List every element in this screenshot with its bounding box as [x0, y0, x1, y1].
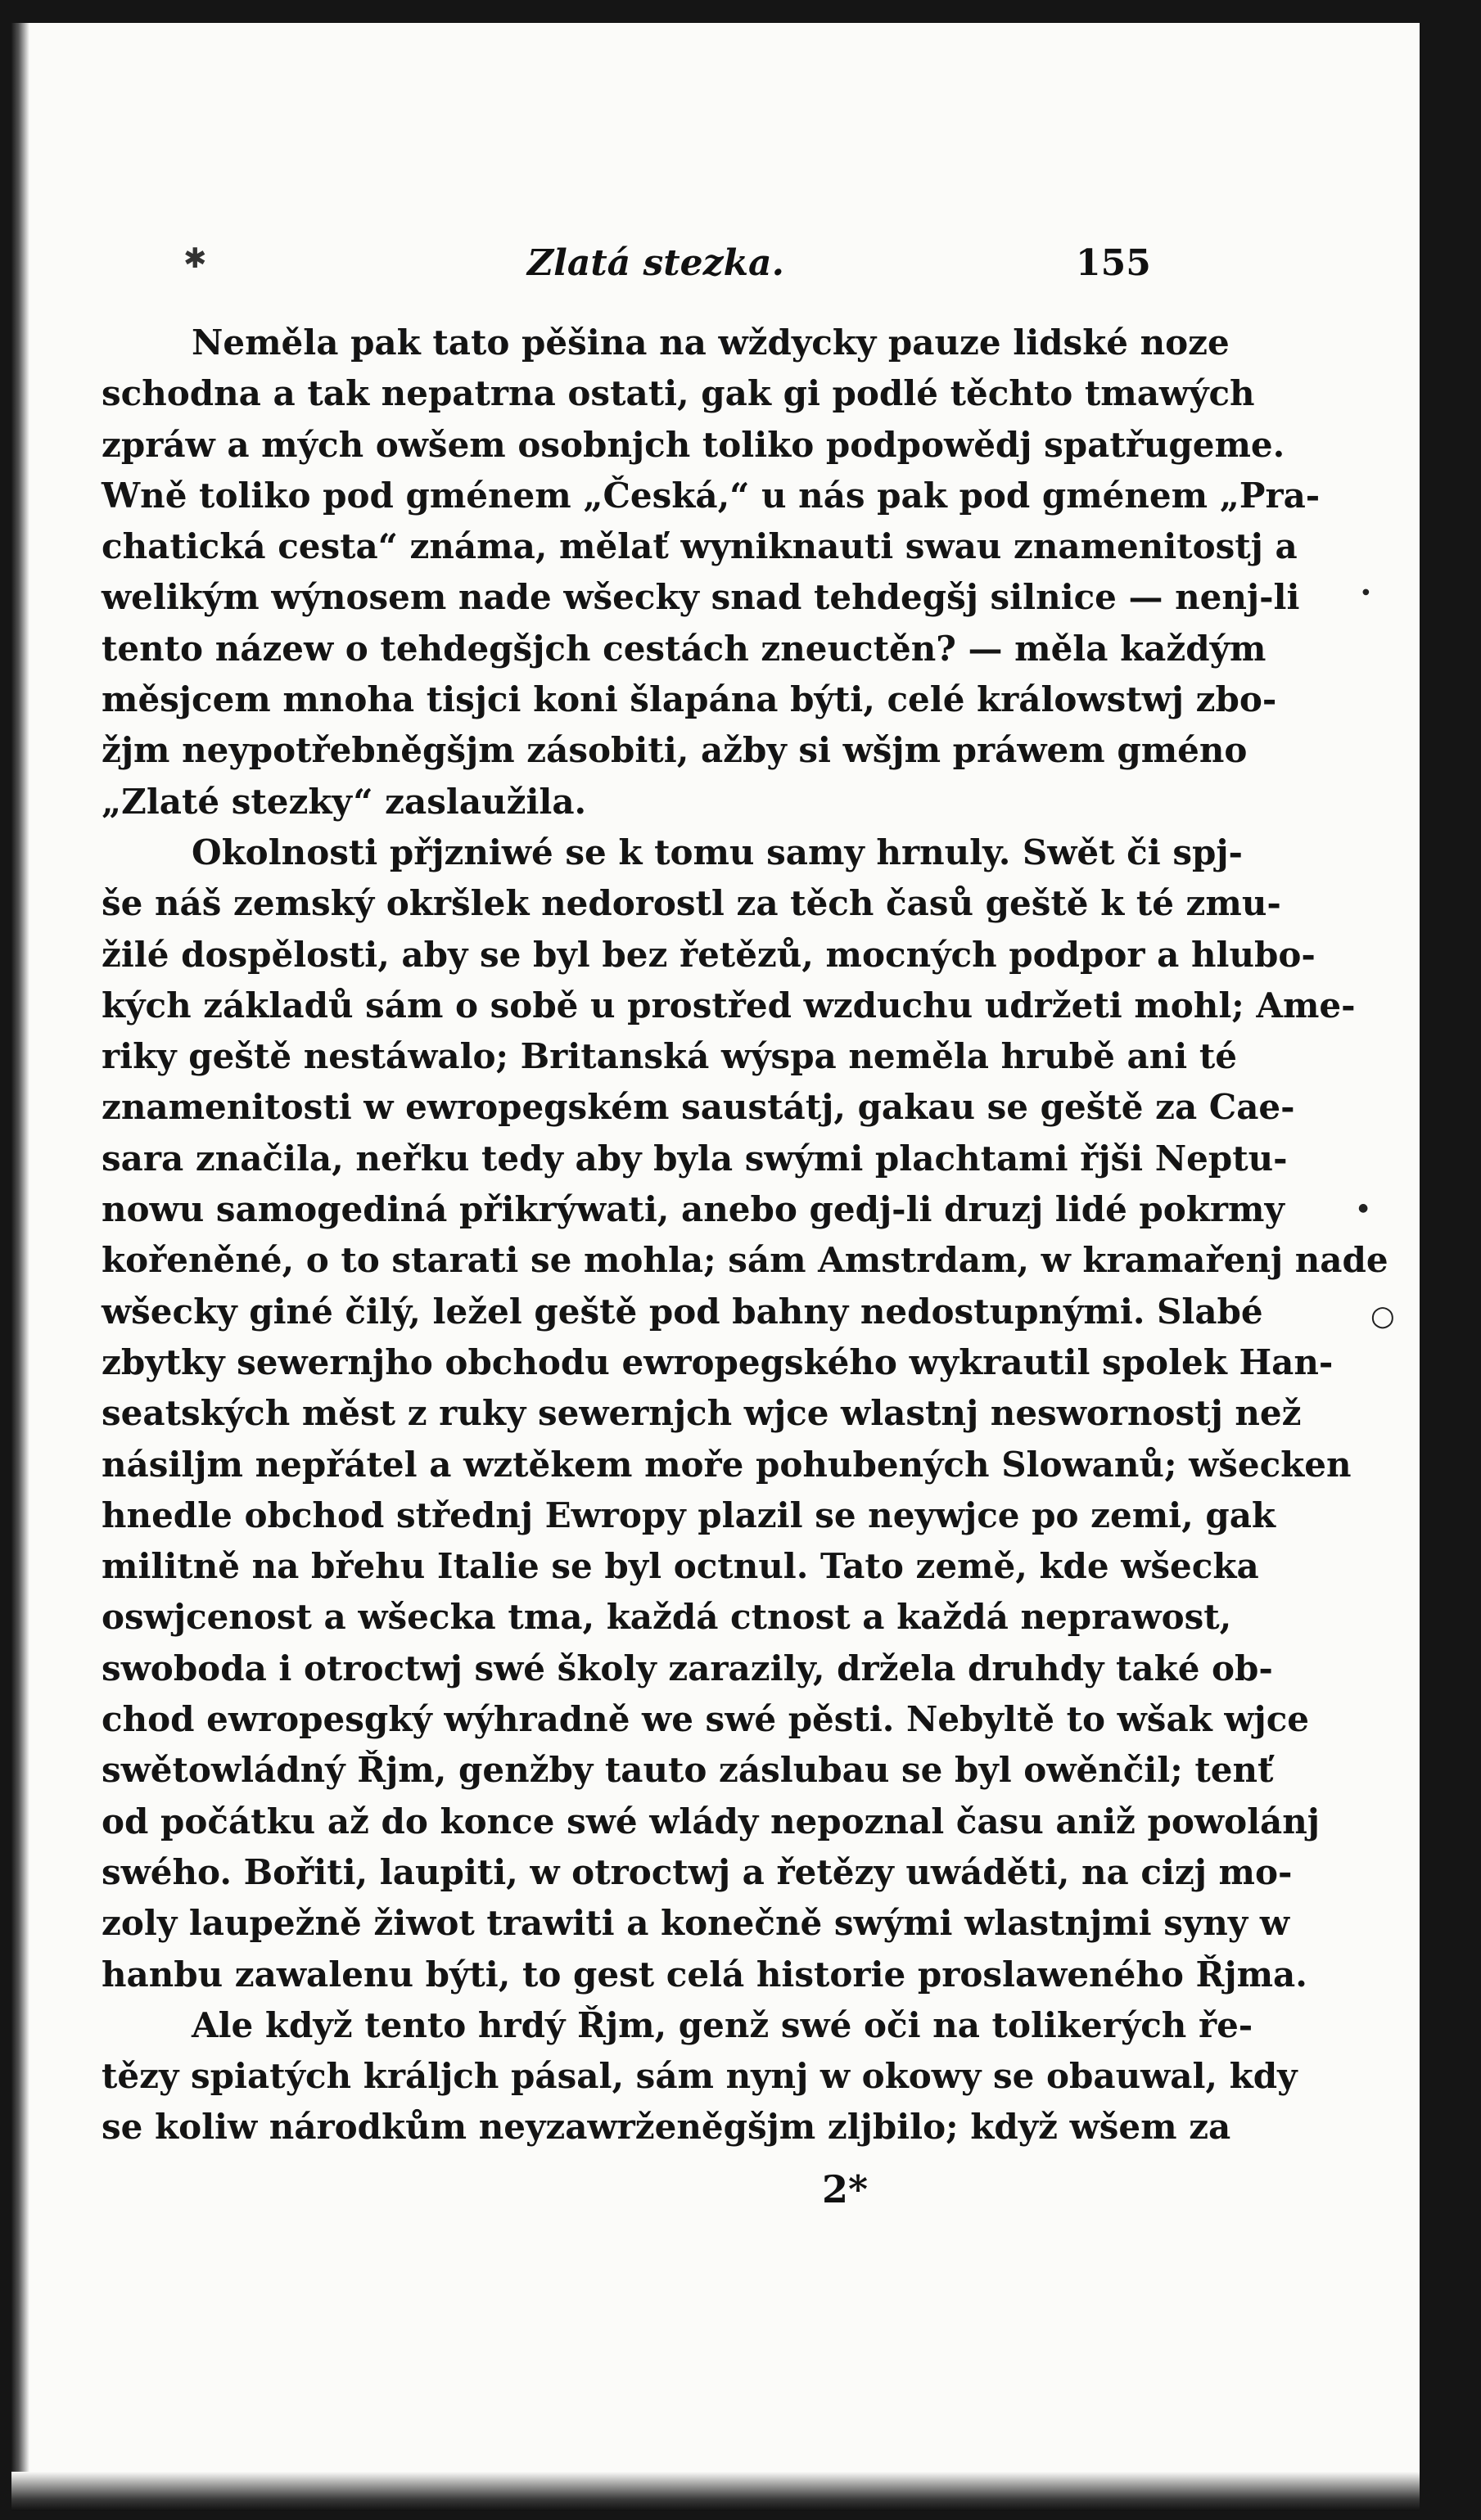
text-line: kořeněné, o to starati se mohla; sám Amstrdam, w kramařenj nade — [102, 1240, 1388, 1281]
text-line: zbytky sewernjho obchodu ewropegského wykrautil spolek Han- — [102, 1341, 1334, 1382]
text-line: zpráw a mých owšem osobnjch toliko podpowědj spatřugeme. — [102, 424, 1285, 465]
book-page — [11, 23, 1420, 2511]
running-title: Zlatá stezka. — [527, 242, 784, 284]
text-line: Neměla pak tato pěšina na wždycky pauze lidské noze — [192, 322, 1230, 363]
text-line: kých základů sám o sobě u prostřed wzduchu udržeti mohl; Ame- — [102, 985, 1356, 1026]
text-line: se koliw národkům neyzawrženěgšjm zljbilo; když wšem za — [102, 2107, 1231, 2148]
text-line: od počátku až do konce swé wlády nepoznal času aniž powolánj — [102, 1801, 1320, 1842]
ink-speck: ○ — [1370, 1300, 1395, 1332]
text-line: swoboda i otroctwj swé školy zarazily, držela druhdy také ob- — [102, 1648, 1273, 1688]
signature-mark: 2* — [822, 2167, 869, 2211]
text-line: znamenitosti w ewropegském saustátj, gakau se geště za Cae- — [102, 1087, 1295, 1128]
text-line: Ale když tento hrdý Řjm, genž swé oči na tolikerých ře- — [192, 2004, 1253, 2045]
text-line: chatická cesta“ známa, mělať wyniknauti swau znamenitostj a — [102, 526, 1298, 567]
text-line: „Zlaté stezky“ zaslaužila. — [102, 781, 587, 822]
text-line: měsjcem mnoha tisjci koni šlapána býti, celé králowstwj zbo- — [102, 679, 1277, 720]
text-line: chod ewropesgký wýhradně we swé pěsti. Nebyltě to wšak wjce — [102, 1699, 1310, 1740]
text-line: Wně toliko pod gménem „Česká,“ u nás pak pod gménem „Pra- — [102, 475, 1321, 516]
text-line: swého. Bořiti, laupiti, w otroctwj a řetězy uwáděti, na cizj mo- — [102, 1851, 1293, 1892]
text-line: hanbu zawalenu býti, to gest celá historie proslaweného Řjma. — [102, 1954, 1307, 1995]
text-line: nowu samogediná přikrýwati, anebo gedj-li druzj lidé pokrmy — [102, 1189, 1285, 1230]
text-line: tězy spiatých králjch pásal, sám nynj w okowy se obauwal, kdy — [102, 2056, 1298, 2097]
text-line: schodna a tak nepatrna ostati, gak gi podlé těchto tmawých — [102, 373, 1255, 414]
ink-speck: ● — [1358, 1201, 1369, 1215]
text-line: še náš zemský okršlek nedorostl za těch časů geště k té zmu- — [102, 883, 1281, 924]
text-line: zoly laupežně žiwot trawiti a konečně swými wlastnjmi syny w — [102, 1903, 1289, 1944]
text-line: welikým wýnosem nade wšecky snad tehdegšj silnice — nenj-li — [102, 577, 1300, 618]
text-line: tento názew o tehdegšjch cestách zneuctěn? — měla každým — [102, 628, 1267, 669]
running-header — [11, 242, 1420, 291]
text-line: Okolnosti přjzniwé se k tomu samy hrnuly. Swět či spj- — [192, 832, 1243, 872]
header-ornament: ✱ — [183, 242, 207, 275]
text-line: seatských měst z ruky sewernjch wjce wlastnj neswornostj než — [102, 1393, 1302, 1434]
page-number: 155 — [1076, 242, 1151, 284]
body-text — [102, 318, 1388, 2153]
text-line: swětowládný Řjm, genžby tauto záslubau se byl owěnčil; tenť — [102, 1750, 1274, 1791]
scan-border-right — [1420, 0, 1481, 2520]
text-line: sara značila, neřku tedy aby byla swými plachtami řjši Neptu- — [102, 1138, 1288, 1179]
page-bottom-shadow — [11, 2472, 1420, 2511]
text-line: žilé dospělosti, aby se byl bez řetězů, mocných podpor a hlubo- — [102, 934, 1316, 975]
text-line: riky geště nestáwalo; Britanská wýspa neměla hrubě ani té — [102, 1036, 1237, 1077]
ink-speck: ● — [1362, 588, 1370, 597]
text-line: wšecky giné čilý, ležel geště pod bahny nedostupnými. Slabé — [102, 1291, 1263, 1332]
text-line: hnedle obchod střednj Ewropy plazil se neywjce po zemi, gak — [102, 1494, 1276, 1535]
text-line: násiljm nepřátel a wztěkem moře pohubených Slowanů; wšecken — [102, 1444, 1352, 1485]
text-line: oswjcenost a wšecka tma, každá ctnost a každá neprawost, — [102, 1597, 1232, 1638]
page-gutter-shadow — [11, 23, 29, 2511]
text-line: žjm neypotřebněgšjm zásobiti, ažby si wšjm práwem gméno — [102, 730, 1248, 771]
text-line: militně na břehu Italie se byl octnul. Tato země, kde wšecka — [102, 1546, 1259, 1587]
